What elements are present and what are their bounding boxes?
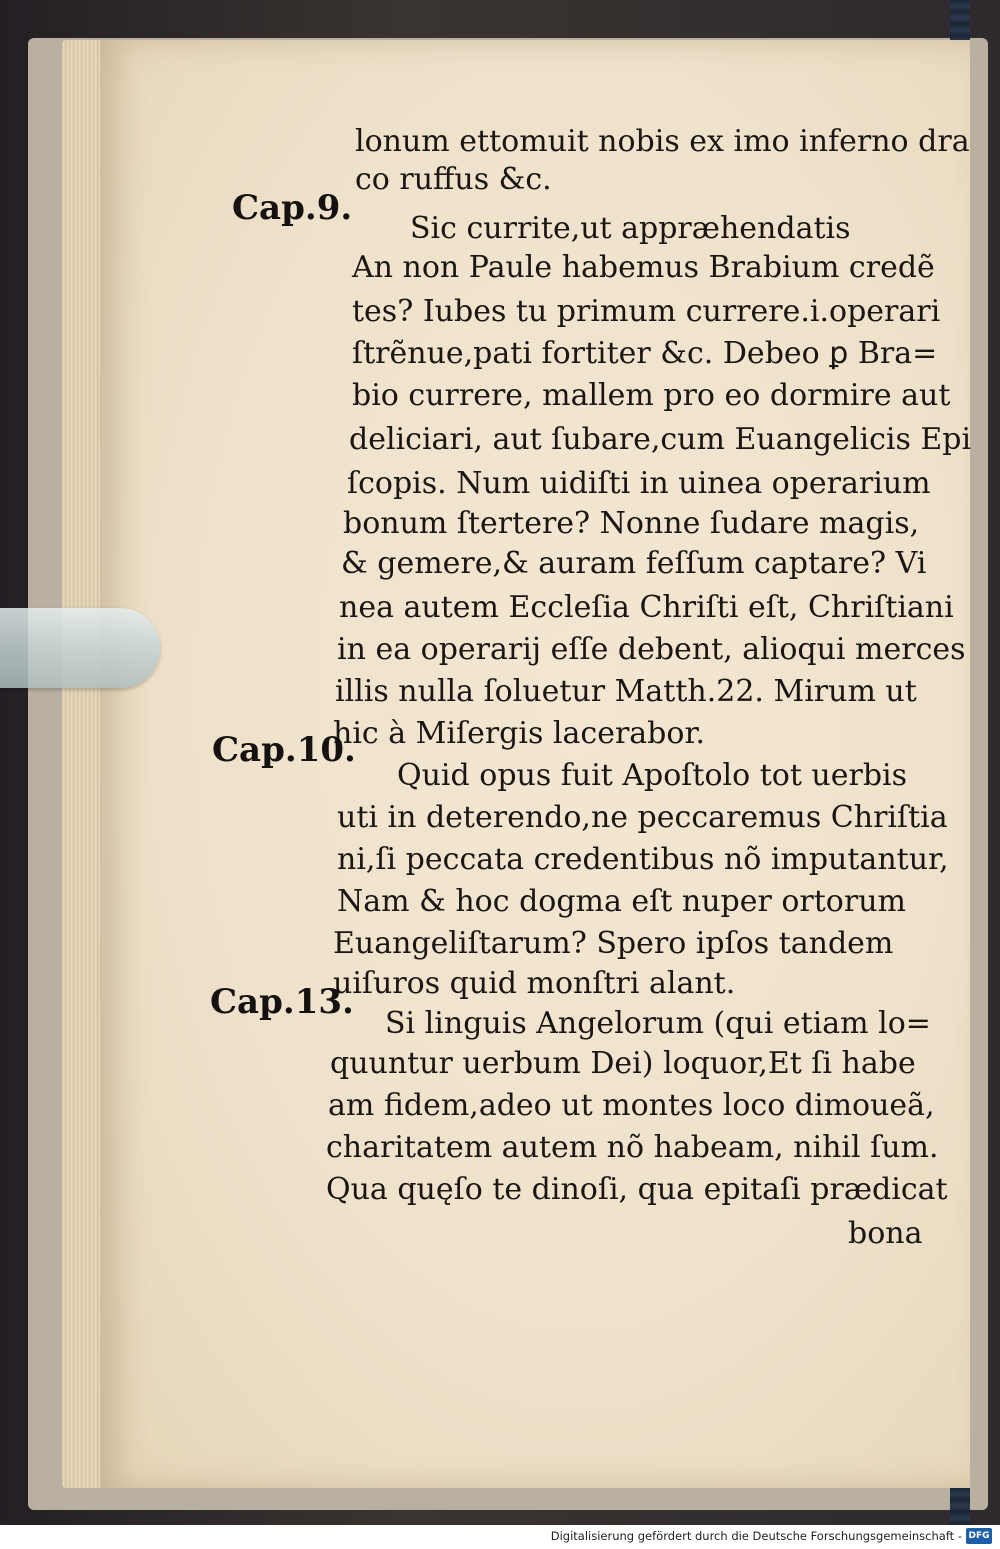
- catchword: bona: [848, 1216, 923, 1251]
- text-line: bonum ſtertere? Nonne ſudare magis,: [343, 506, 920, 541]
- text-line: Si linguis Angelorum (qui etiam lo=: [385, 1006, 931, 1041]
- dfg-logo: DFG: [966, 1528, 992, 1544]
- text-line: co ruffus &c.: [355, 162, 552, 197]
- text-line: lonum ettomuit nobis ex imo inferno dra: [355, 124, 970, 159]
- text-line: quuntur uerbum Dei) loquor,Et ſi habe: [330, 1046, 916, 1081]
- text-line: ſtrẽnue,pati fortiter &c. Debeo ꝑ Bra=: [352, 336, 938, 371]
- text-line: Euangeliſtarum? Spero ipſos tandem: [333, 926, 894, 961]
- text-line: nea autem Eccleſia Chriſti eſt, Chriſtiani: [339, 590, 954, 625]
- text-line: ni,ſi peccata credentibus nõ imputantur,: [337, 842, 949, 877]
- text-line: uti in deterendo,ne peccaremus Chriſtia: [337, 800, 948, 835]
- text-line: Sic currite,ut appræhendatis: [410, 211, 851, 246]
- chapter-marker: Cap.10.: [212, 730, 356, 770]
- text-line: ſcopis. Num uidiſti in uinea operarium: [347, 466, 931, 501]
- text-line: deliciari, aut ſubare,cum Euangelicis Epi: [349, 422, 972, 457]
- page-clip: [0, 608, 160, 688]
- footer-bar: [0, 1525, 1000, 1549]
- text-line: bio currere, mallem pro eo dormire aut: [352, 378, 951, 413]
- book-page: [100, 40, 970, 1488]
- text-line: in ea operarij eſſe debent, alioqui merces: [337, 632, 966, 667]
- text-line: illis nulla ſoluetur Matth.22. Mirum ut: [335, 674, 917, 709]
- chapter-marker: Cap.13.: [210, 982, 354, 1022]
- text-line: charitatem autem nõ habeam, nihil ſum.: [326, 1130, 939, 1165]
- text-line: & gemere,& auram feſſum captare? Vi: [341, 546, 927, 581]
- text-line: am fidem,adeo ut montes loco dimoueã,: [328, 1088, 935, 1123]
- text-line: tes? Iubes tu primum currere.i.operari: [352, 294, 941, 329]
- text-line: Qua quęſo te dinoſi, qua epitaſi prædicat: [326, 1172, 948, 1207]
- text-line: An non Paule habemus Brabium credẽ: [352, 250, 935, 285]
- text-line: Nam & hoc dogma eſt nuper ortorum: [337, 884, 906, 919]
- text-line: uiſuros quid monſtri alant.: [333, 966, 736, 1001]
- text-line: hic à Miſergis lacerabor.: [333, 716, 706, 751]
- text-line: Quid opus fuit Apoſtolo tot uerbis: [397, 758, 908, 793]
- footer-credit: Digitalisierung gefördert durch die Deutsche Forschungsgemeinschaft -: [550, 1529, 962, 1543]
- chapter-marker: Cap.9.: [232, 188, 353, 228]
